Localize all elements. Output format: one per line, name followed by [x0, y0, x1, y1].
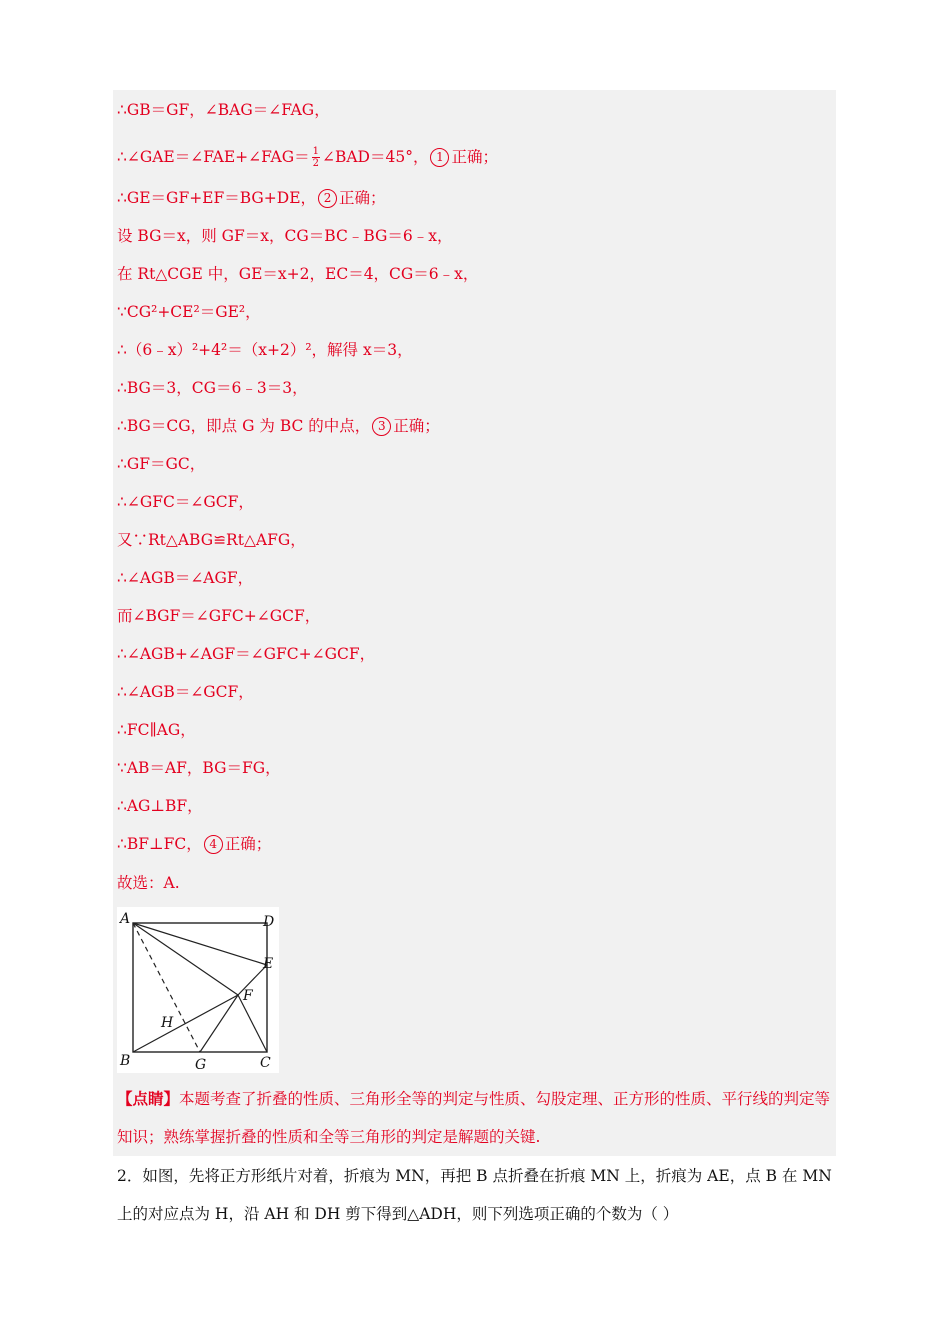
solution-line-1: ∴GB＝GF，∠BAG＝∠FAG， — [117, 101, 330, 119]
solution-line-10: ∴GF＝GC， — [117, 455, 206, 473]
label-h: H — [161, 1015, 174, 1031]
solution-line-13: ∴∠AGB＝∠AGF， — [117, 569, 254, 587]
solution-line-2 — [117, 142, 498, 172]
solution-line-12: 又∵Rt△ABG≌Rt△AFG， — [117, 531, 306, 549]
geometry-figure — [117, 907, 279, 1073]
solution-line-17: ∴FC∥AG， — [117, 721, 196, 739]
solution-line-18: ∵AB＝AF，BG＝FG， — [117, 759, 281, 777]
question-2: 2．如图，先将正方形纸片对着，折痕为 MN，再把 B 点折叠在折痕 MN 上，折痕为 AE，点 B 在 MN 上的对应点为 H，沿 AH 和 DH 剪下得到△ADH，则下列选项正确的个数为（ ） — [117, 1167, 832, 1223]
solution-line-11: ∴∠GFC＝∠GCF， — [117, 493, 254, 511]
solution-line-20 — [117, 833, 271, 855]
solution-line-9 — [117, 415, 440, 437]
solution-line-6: ∵CG²+CE²＝GE²， — [117, 303, 261, 321]
segment-af — [133, 923, 238, 995]
solution-line-2-tail: ∠BAD＝45°， — [321, 148, 429, 166]
solution-line-16: ∴∠AGB＝∠GCF， — [117, 683, 254, 701]
solution-line-3-text: ∴GE＝GF+EF＝BG+DE， — [117, 189, 317, 207]
segment-bf — [133, 995, 238, 1052]
solution-line-7: ∴（6﹣x）²+4²＝（x+2）²，解得 x＝3， — [117, 341, 413, 359]
label-c: C — [260, 1055, 271, 1071]
label-a: A — [120, 911, 131, 927]
correct-label-3: 正确； — [393, 417, 440, 435]
correct-label-1: 正确； — [451, 148, 498, 166]
comment-tag: 【点睛】 — [117, 1089, 180, 1108]
label-d: D — [263, 914, 275, 930]
fraction-half — [312, 146, 320, 169]
circled-number-1: 1 — [430, 148, 449, 167]
correct-label-2: 正确； — [339, 189, 386, 207]
segment-ae — [133, 923, 267, 965]
square-diagram — [117, 907, 279, 1073]
segment-gf — [200, 995, 238, 1052]
label-g: G — [195, 1057, 207, 1073]
answer-line: 故选：A. — [117, 874, 180, 892]
solution-line-5: 在 Rt△CGE 中，GE＝x+2，EC＝4，CG＝6﹣x， — [117, 265, 479, 283]
circled-number-4: 4 — [204, 835, 223, 854]
label-e: E — [263, 956, 274, 972]
solution-line-15: ∴∠AGB+∠AGF＝∠GFC+∠GCF， — [117, 645, 376, 663]
circled-number-3: 3 — [372, 417, 391, 436]
label-b: B — [120, 1053, 131, 1069]
solution-line-14: 而∠BGF＝∠GFC+∠GCF， — [117, 607, 321, 625]
circled-number-2: 2 — [318, 189, 337, 208]
solution-line-4: 设 BG＝x，则 GF＝x，CG＝BC﹣BG＝6﹣x， — [117, 227, 453, 245]
segment-ag-dashed — [133, 923, 200, 1052]
fraction-numerator: 1 — [312, 145, 319, 157]
label-f: F — [243, 988, 253, 1004]
comment-paragraph — [117, 1080, 837, 1156]
solution-line-8: ∴BG＝3，CG＝6﹣3＝3， — [117, 379, 308, 397]
comment-text: 本题考查了折叠的性质、三角形全等的判定与性质、勾股定理、正方形的性质、平行线的判定等知识；熟练掌握折叠的性质和全等三角形的判定是解题的关键. — [117, 1090, 831, 1146]
solution-line-20-text: ∴BF⊥FC， — [117, 835, 202, 853]
solution-line-19: ∴AG⊥BF， — [117, 797, 203, 815]
solution-line-2-head: ∴∠GAE＝∠FAE+∠FAG＝ — [117, 148, 310, 166]
correct-label-4: 正确； — [224, 835, 272, 853]
solution-line-9-text: ∴BG＝CG，即点 G 为 BC 的中点， — [117, 417, 371, 435]
fraction-denominator: 2 — [312, 157, 319, 169]
solution-line-3 — [117, 187, 386, 209]
